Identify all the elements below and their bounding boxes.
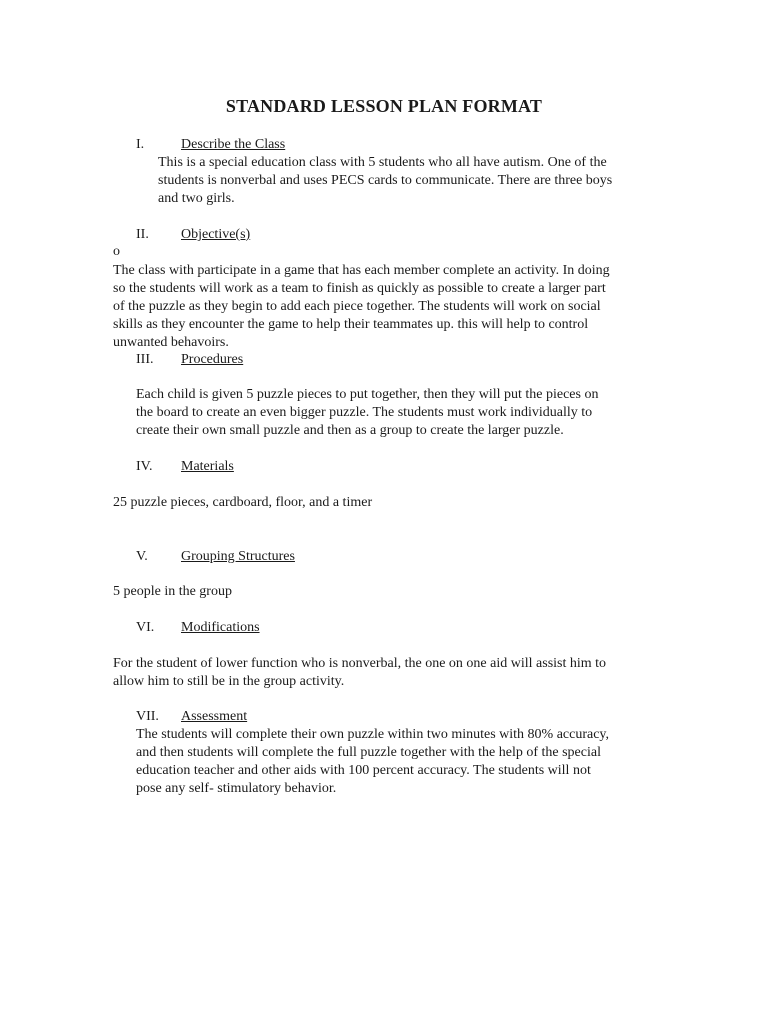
section-numeral: V. — [136, 549, 148, 564]
section-body-describe-class — [158, 154, 612, 208]
paragraph-line: the board to create an even bigger puzzle. The students must work individually to — [136, 405, 593, 420]
paragraph-line: For the student of lower function who is nonverbal, the one on one aid will assist him to — [113, 656, 607, 671]
section-numeral: VII. — [136, 709, 159, 724]
paragraph-line: of the puzzle as they begin to add each piece together. The students will work on social — [113, 299, 601, 314]
section-body-procedures — [136, 386, 598, 440]
section-body-materials — [113, 494, 372, 512]
paragraph-line: and two girls. — [158, 191, 235, 206]
paragraph-line: skills as they encounter the game to help their teammates up. this will help to control — [113, 317, 589, 332]
document-title: STANDARD LESSON PLAN FORMAT — [225, 96, 543, 116]
paragraph-line: This is a special education class with 5 students who all have autism. One of the — [158, 155, 607, 170]
paragraph-line: so the students will work as a team to finish as quickly as possible to create a larger part — [113, 281, 606, 296]
section-body-grouping-structures — [113, 583, 232, 601]
paragraph-line: 5 people in the group — [113, 584, 232, 599]
paragraph-line: Each child is given 5 puzzle pieces to put together, then they will put the pieces on — [136, 387, 599, 402]
paragraph-line: unwanted behavoirs. — [113, 335, 229, 350]
section-title: Describe the Class — [181, 137, 286, 152]
paragraph-line: pose any self- stimulatory behavior. — [136, 781, 337, 796]
section-numeral: VI. — [136, 620, 155, 635]
section-numeral: IV. — [136, 459, 153, 474]
section-numeral: I. — [136, 137, 145, 152]
section-title: Grouping Structures — [181, 549, 295, 564]
section-title: Objective(s) — [181, 227, 251, 242]
section-numeral: III. — [136, 352, 154, 367]
objective-bullet: o — [113, 244, 120, 259]
section-title: Procedures — [181, 352, 244, 367]
paragraph-line: students is nonverbal and uses PECS cards to communicate. There are three boys — [158, 173, 613, 188]
paragraph-line: and then students will complete the full puzzle together with the help of the special — [136, 745, 601, 760]
paragraph-line: The students will complete their own puzzle within two minutes with 80% accuracy, — [136, 727, 610, 742]
section-numeral: II. — [136, 227, 149, 242]
paragraph-line: The class with participate in a game that has each member complete an activity. In doing — [113, 263, 610, 278]
paragraph-line: education teacher and other aids with 100 percent accuracy. The students will not — [136, 763, 591, 778]
section-body-modifications — [113, 655, 606, 691]
paragraph-line: allow him to still be in the group activity. — [113, 674, 345, 689]
section-title: Modifications — [181, 620, 260, 635]
section-body-assessment — [136, 726, 609, 798]
section-body-objectives — [113, 262, 610, 352]
paragraph-line: 25 puzzle pieces, cardboard, floor, and a timer — [113, 495, 373, 510]
section-title: Materials — [181, 459, 234, 474]
section-title: Assessment — [181, 709, 248, 724]
paragraph-line: create their own small puzzle and then as a group to create the larger puzzle. — [136, 423, 564, 438]
